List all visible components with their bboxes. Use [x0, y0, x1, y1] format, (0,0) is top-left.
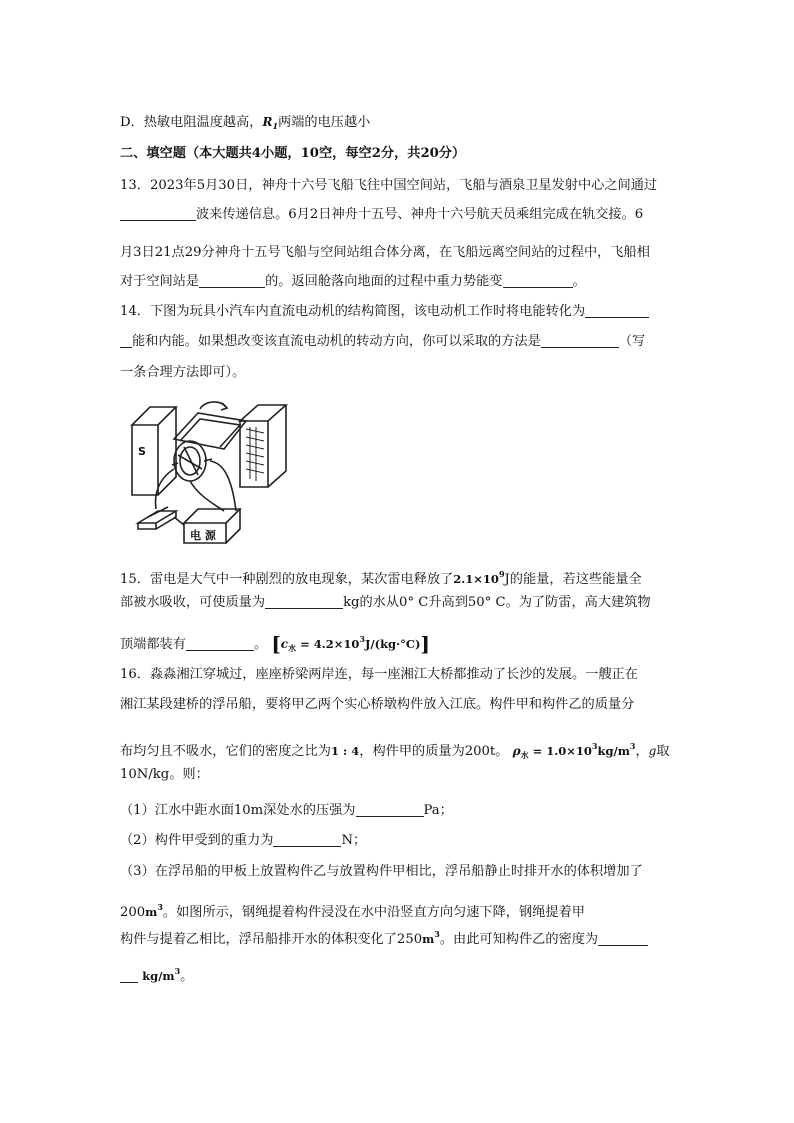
q13-blank-1[interactable] — [120, 206, 196, 221]
volume-unit: $m^3$ — [145, 902, 163, 919]
q16-line-3: 布均匀且不吸水，它们的密度之比为1 : 4，构件甲的质量为200t。 $\rho_水 = 1.0\times 10^3kg/m^3$，g取 — [120, 741, 670, 760]
density-ratio: 1 : 4 — [331, 744, 360, 758]
q13-line-1: 13．2023年5月30日，神舟十六号飞船飞往中国空间站，飞船与酒泉卫星发射中心之间通过 — [120, 178, 658, 193]
q16-part-3-line-3: 构件与提着乙相比，浮吊船排开水的体积变化了$250m^3$。由此可知构件乙的密度为 — [120, 925, 648, 949]
resistor-symbol: $R_1$ — [262, 115, 279, 131]
power-source-label: 电 源 — [190, 529, 216, 542]
q14-line-3: 一条合理方法即可）。 — [120, 365, 246, 380]
q15-line-3: 顶端都装有 。 $[c_水 = 4.2\times 10^3J/(kg\cdot^\circ C)]$ — [120, 632, 430, 656]
q15-line-1: 15．雷电是大气中一种剧烈的放电现象，某次雷电释放了$2.1\times 10^9J$的能量，若这些能量全 — [120, 569, 642, 587]
q16-line-4: 10N/kg。则： — [120, 767, 209, 782]
volume-unit-2: $m^3$ — [422, 929, 440, 946]
q16-part-3-line-1: （3）在浮吊船的甲板上放置构件乙与放置构件甲相比，浮吊船静止时排开水的体积增加了 — [120, 864, 643, 879]
q16-blank-3a[interactable] — [598, 931, 648, 946]
q13-line-3: 月3日21点29分神舟十五号飞船与空间站组合体分离，在飞船远离空间站的过程中，飞船相 — [120, 245, 650, 260]
dc-motor-diagram — [128, 399, 290, 549]
q13-blank-2[interactable] — [199, 273, 265, 288]
q16-line-1: 16．淼淼湘江穿城过，座座桥梁两岸连，每一座湘江大桥都推动了长沙的发展。一艘正在 — [120, 667, 638, 682]
q14-blank-1a[interactable] — [585, 303, 649, 318]
q16-part-3-line-2: $200m^3$。如图所示，钢绳提着构件浸没在水中沿竖直方向匀速下降，钢绳提着甲 — [120, 902, 585, 920]
q14-blank-2[interactable] — [541, 333, 619, 348]
q13-line-2: 波来传递信息。6月2日神舟十五号、神舟十六号航天员乘组完成在轨交接。6 — [120, 206, 643, 224]
water-density-formula: $\rho_水 = 1.0\times 10^3kg/m^3$ — [512, 741, 636, 760]
q13-blank-3[interactable] — [503, 273, 573, 288]
q15-line-2: 部被水吸收，可使质量为 kg的水从0° C升高到50° C。为了防雷，高大建筑物 — [120, 595, 651, 610]
q16-part-2: （2）构件甲受到的重力为 N； — [120, 833, 367, 848]
option-d-suffix: 两端的电压越小 — [278, 115, 371, 130]
q16-blank-2[interactable] — [273, 832, 341, 847]
q16-part-3-line-4: $kg/m^3$。 — [120, 962, 193, 986]
specific-heat-formula: $[c_水 = 4.2\times 10^3J/(kg\cdot^\circ C)]$ — [271, 632, 430, 656]
q16-part-1: （1）江水中距水面10m深处水的压强为 Pa； — [120, 803, 453, 818]
q13-line-4: 对于空间站是 的。返回舱落向地面的过程中重力势能变 。 — [120, 274, 586, 289]
q14-line-1: 14．下图为玩具小汽车内直流电动机的结构简图，该电动机工作时将电能转化为 — [120, 303, 649, 321]
energy-value: $2.1\times 10^9$ — [453, 569, 505, 586]
magnet-s-label: S — [138, 445, 146, 458]
q14-blank-1b[interactable] — [120, 333, 132, 348]
option-d-text: D．热敏电阻温度越高， — [120, 115, 263, 130]
q15-blank-2[interactable] — [186, 636, 254, 651]
q16-blank-3b[interactable] — [120, 968, 138, 983]
q14-line-2: 能和内能。如果想改变该直流电动机的转动方向，你可以采取的方法是 （写 — [120, 333, 645, 351]
q15-blank-1[interactable] — [265, 594, 343, 609]
section-heading: 二、填空题（本大题共4小题，10空，每空2分，共20分） — [120, 146, 466, 161]
option-d — [120, 113, 370, 135]
q16-line-2: 湘江某段建桥的浮吊船，要将甲乙两个实心桥墩构件放入江底。构件甲和构件乙的质量分 — [120, 697, 635, 712]
answer-unit: $kg/m^3$ — [142, 966, 181, 983]
q16-blank-1[interactable] — [356, 802, 424, 817]
